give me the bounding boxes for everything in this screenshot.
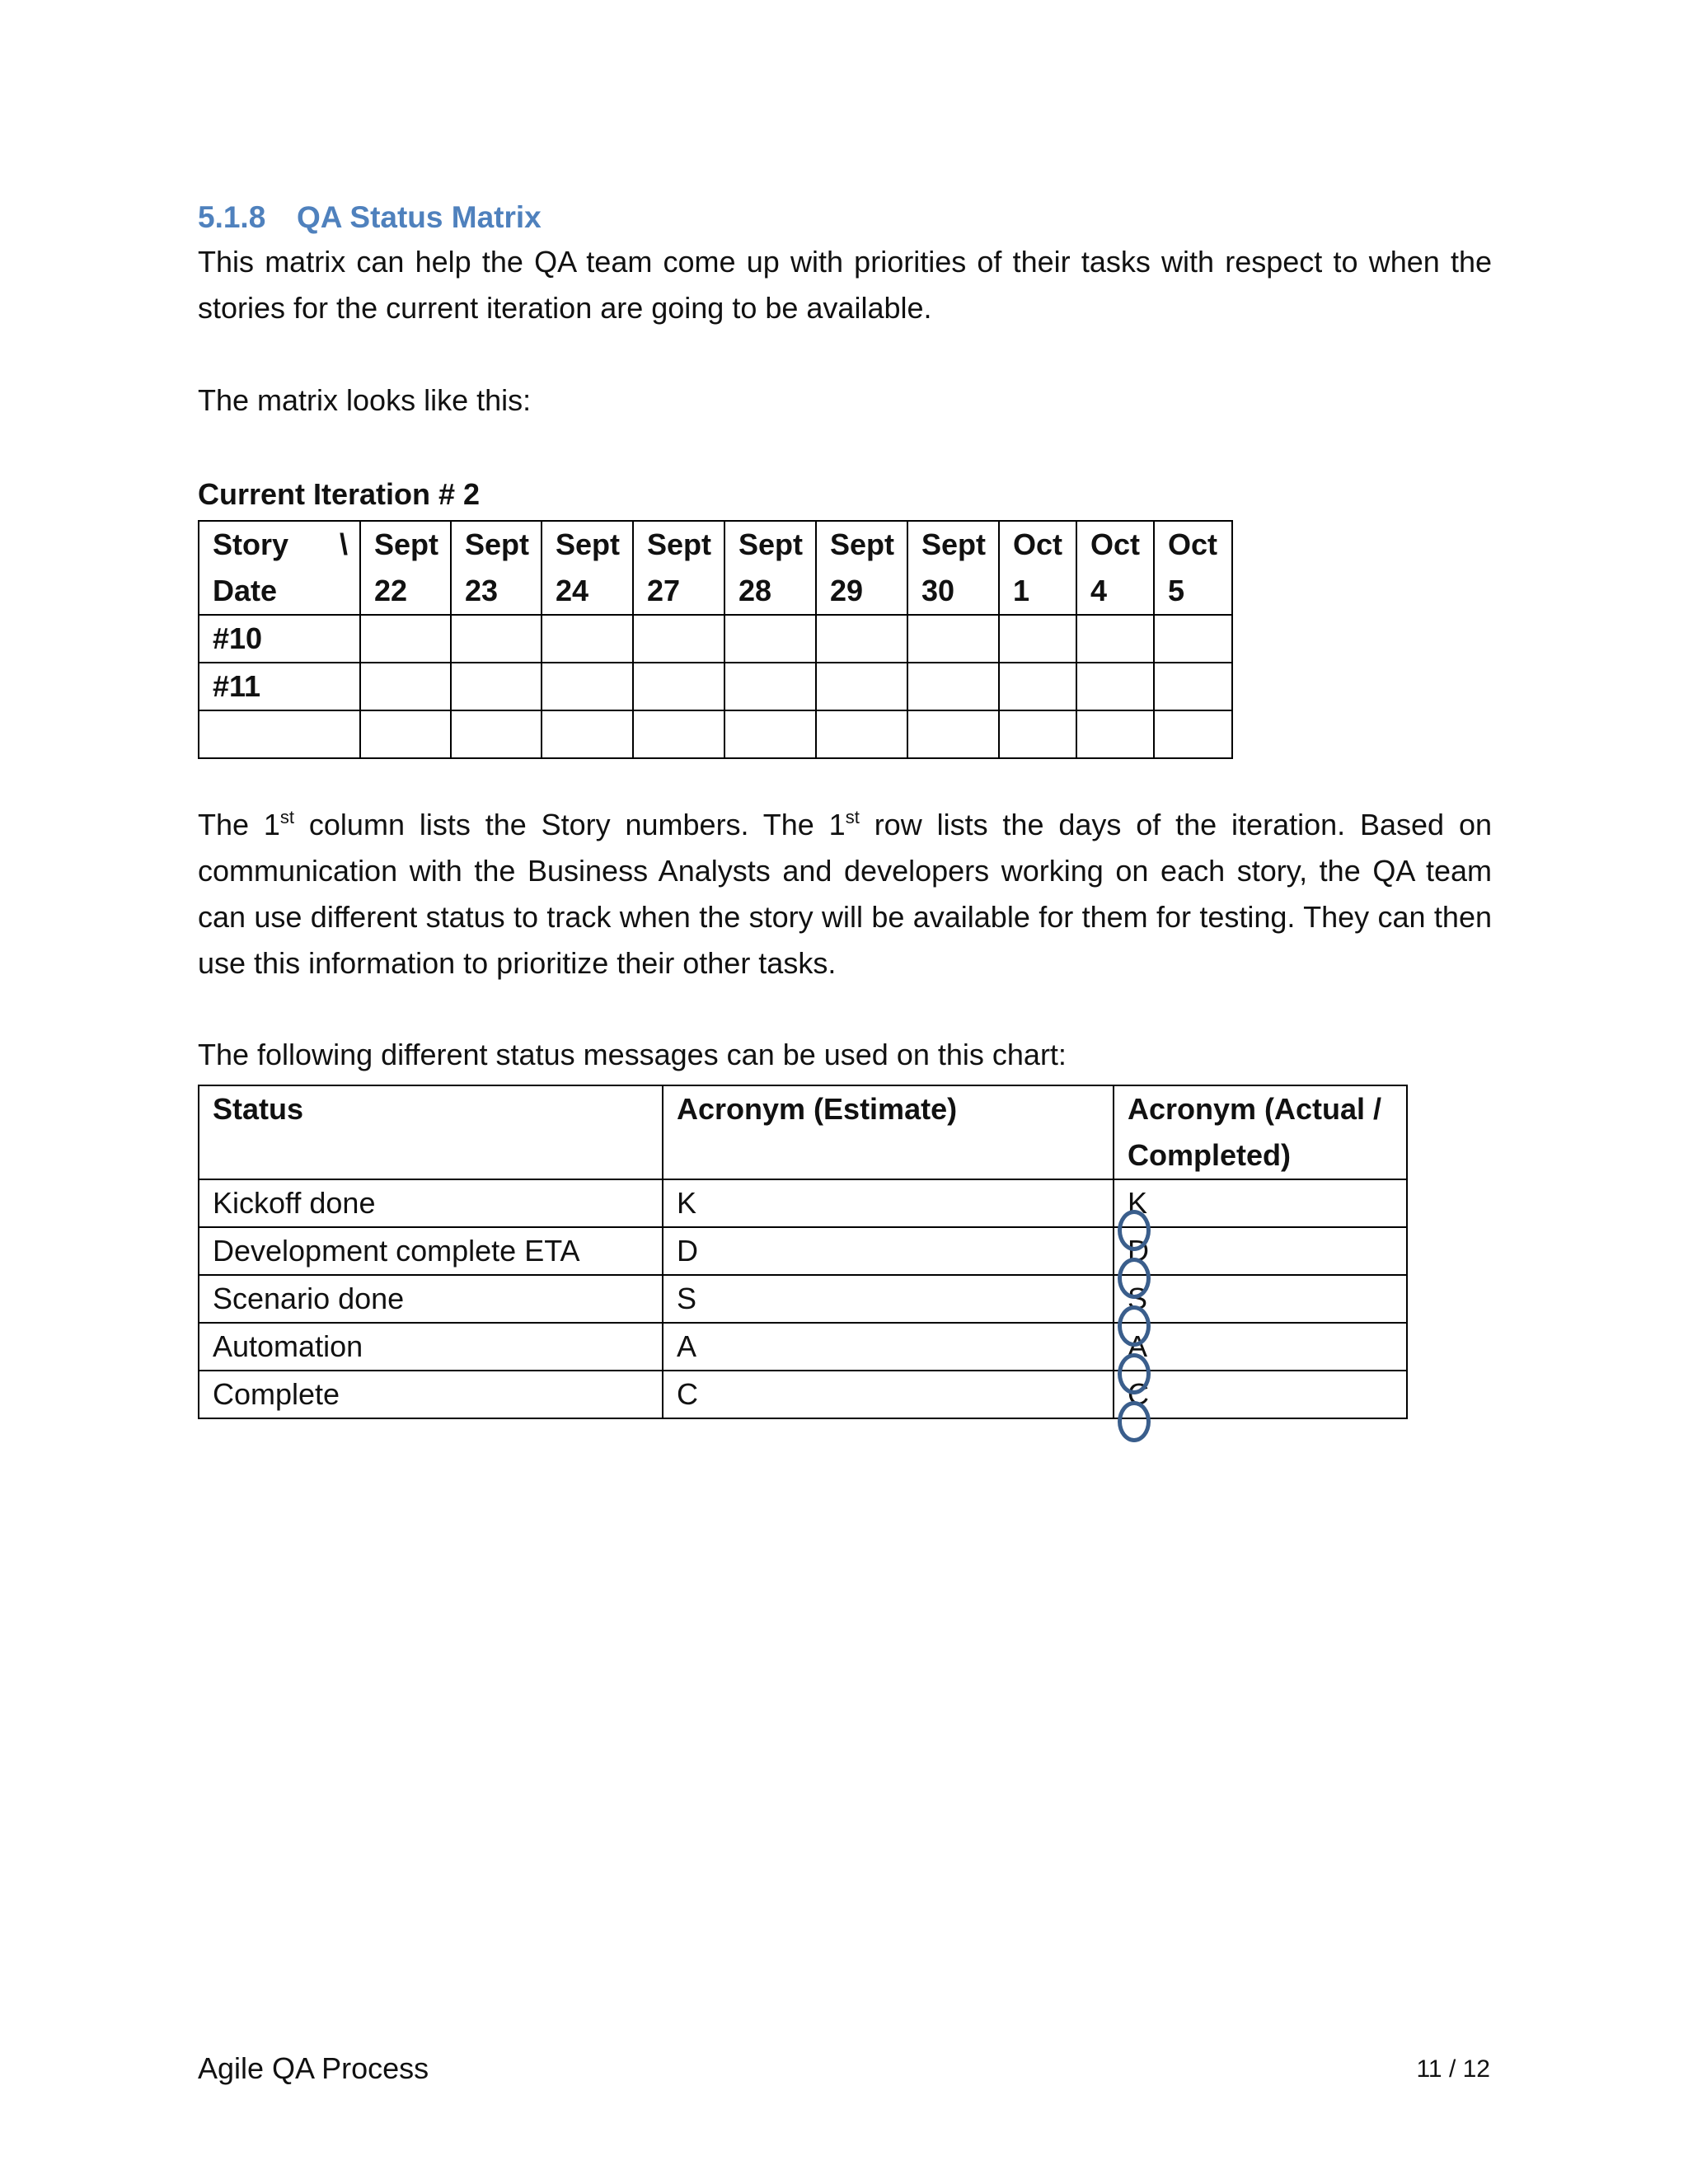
date-day: 4: [1090, 574, 1108, 607]
actual-acronym-cell: [1114, 1179, 1407, 1227]
matrix-cell: [1076, 710, 1154, 758]
actual-acronym: A: [1128, 1329, 1148, 1363]
matrix-cell: [1076, 663, 1154, 710]
circle-mark-icon: [1118, 1401, 1151, 1442]
section-heading: [198, 200, 542, 235]
corner-story-label: Story: [213, 527, 289, 561]
status-header-row: [199, 1085, 1407, 1179]
status-cell: Kickoff done: [199, 1179, 663, 1227]
matrix-cell: [451, 663, 542, 710]
estimate-column-header: Acronym (Estimate): [663, 1085, 1114, 1179]
date-header: [633, 521, 724, 615]
estimate-acronym-cell: S: [663, 1275, 1114, 1323]
corner-slash: \: [339, 527, 348, 561]
matrix-cell: [360, 615, 451, 663]
matrix-cell: [1154, 710, 1232, 758]
estimate-acronym-cell: A: [663, 1323, 1114, 1371]
matrix-cell: [907, 663, 999, 710]
matrix-cell: [451, 710, 542, 758]
date-day: 1: [1013, 574, 1030, 607]
matrix-cell: [633, 710, 724, 758]
date-month: Oct: [1168, 527, 1218, 561]
matrix-cell: [724, 615, 816, 663]
intro-paragraph: This matrix can help the QA team come up with priorities of their tasks with respect to when the stories for the current iteration are going to be available.: [198, 245, 1492, 325]
date-day: 28: [738, 574, 772, 607]
date-day: 30: [921, 574, 955, 607]
estimate-acronym-cell: D: [663, 1227, 1114, 1275]
date-month: Sept: [738, 527, 804, 561]
matrix-cell: [999, 710, 1076, 758]
matrix-cell: [360, 710, 451, 758]
date-header: [1154, 521, 1232, 615]
matrix-cell: [907, 615, 999, 663]
status-row: [199, 1275, 1407, 1323]
status-column-header: Status: [199, 1085, 663, 1179]
status-matrix-table: [198, 520, 1233, 759]
status-cell: Automation: [199, 1323, 663, 1371]
section-number: 5.1.8: [198, 200, 266, 234]
date-header: [1076, 521, 1154, 615]
status-intro: The following different status messages can be used on this chart:: [198, 1038, 1067, 1071]
ordinal-suffix: st: [845, 807, 860, 827]
matrix-intro: The matrix looks like this:: [198, 383, 532, 417]
date-month: Sept: [921, 527, 987, 561]
actual-acronym: S: [1128, 1282, 1148, 1315]
matrix-cell: [1076, 615, 1154, 663]
date-month: Oct: [1013, 527, 1063, 561]
description-text-a: The 1: [198, 808, 280, 841]
date-day: 22: [374, 574, 408, 607]
estimate-acronym-cell: C: [663, 1371, 1114, 1418]
actual-acronym-cell: [1114, 1323, 1407, 1371]
description-text-c: row lists the days of the iteration. Based on communication with the Business Analysts and developers working on each story, the QA team can use different status to track when the story will be available for them for testing. They can then use this information to prioritize their other tasks.: [198, 808, 1492, 980]
actual-acronym-cell: [1114, 1275, 1407, 1323]
estimate-acronym-cell: K: [663, 1179, 1114, 1227]
status-cell: Development complete ETA: [199, 1227, 663, 1275]
matrix-corner-header: [199, 521, 360, 615]
circle-mark-icon: [1118, 1305, 1151, 1347]
date-header: [360, 521, 451, 615]
date-header: [999, 521, 1076, 615]
matrix-cell: [907, 710, 999, 758]
status-row: [199, 1227, 1407, 1275]
story-number-cell: [199, 710, 360, 758]
status-cell: Scenario done: [199, 1275, 663, 1323]
matrix-cell: [724, 710, 816, 758]
description-text-b: column lists the Story numbers. The 1: [294, 808, 846, 841]
date-month: Sept: [465, 527, 530, 561]
matrix-cell: [451, 615, 542, 663]
ordinal-suffix: st: [279, 807, 295, 827]
matrix-cell: [999, 663, 1076, 710]
date-header: [451, 521, 542, 615]
status-row: [199, 1371, 1407, 1418]
matrix-cell: [1154, 615, 1232, 663]
matrix-cell: [633, 615, 724, 663]
story-number-cell: #10: [199, 615, 360, 663]
actual-acronym: D: [1128, 1234, 1149, 1268]
date-month: Sept: [556, 527, 621, 561]
matrix-story-row: [199, 663, 1232, 710]
date-month: Sept: [374, 527, 439, 561]
date-day: 5: [1168, 574, 1185, 607]
circle-mark-icon: [1118, 1353, 1151, 1394]
footer-title: Agile QA Process: [198, 2051, 429, 2085]
matrix-cell: [1154, 663, 1232, 710]
date-day: 27: [647, 574, 681, 607]
actual-acronym-cell: [1114, 1227, 1407, 1275]
page-number: 11 / 12: [1416, 2055, 1490, 2083]
actual-acronym-cell: [1114, 1371, 1407, 1418]
date-header: [816, 521, 907, 615]
matrix-cell: [542, 663, 633, 710]
section-title: QA Status Matrix: [297, 200, 542, 234]
matrix-story-row: [199, 710, 1232, 758]
matrix-caption: Current Iteration # 2: [198, 477, 481, 511]
date-month: Oct: [1090, 527, 1141, 561]
status-messages-table: [198, 1085, 1408, 1419]
status-row: [199, 1179, 1407, 1227]
date-month: Sept: [830, 527, 895, 561]
matrix-cell: [633, 663, 724, 710]
circle-mark-icon: [1118, 1258, 1151, 1299]
matrix-cell: [542, 710, 633, 758]
corner-date-label: Date: [213, 574, 278, 607]
matrix-cell: [816, 710, 907, 758]
matrix-story-row: [199, 615, 1232, 663]
matrix-cell: [999, 615, 1076, 663]
matrix-cell: [816, 615, 907, 663]
circle-mark-icon: [1118, 1210, 1151, 1251]
matrix-cell: [360, 663, 451, 710]
date-day: 29: [830, 574, 864, 607]
description-paragraph: [198, 802, 1492, 987]
matrix-header-row: [199, 521, 1232, 615]
date-header: [907, 521, 999, 615]
actual-column-header: Acronym (Actual / Completed): [1114, 1085, 1407, 1179]
date-header: [724, 521, 816, 615]
matrix-cell: [724, 663, 816, 710]
date-header: [542, 521, 633, 615]
status-row: [199, 1323, 1407, 1371]
date-day: 24: [556, 574, 589, 607]
date-day: 23: [465, 574, 499, 607]
story-number-cell: #11: [199, 663, 360, 710]
actual-acronym: C: [1128, 1377, 1149, 1411]
date-month: Sept: [647, 527, 712, 561]
matrix-cell: [816, 663, 907, 710]
matrix-cell: [542, 615, 633, 663]
status-cell: Complete: [199, 1371, 663, 1418]
actual-acronym: K: [1128, 1186, 1148, 1220]
